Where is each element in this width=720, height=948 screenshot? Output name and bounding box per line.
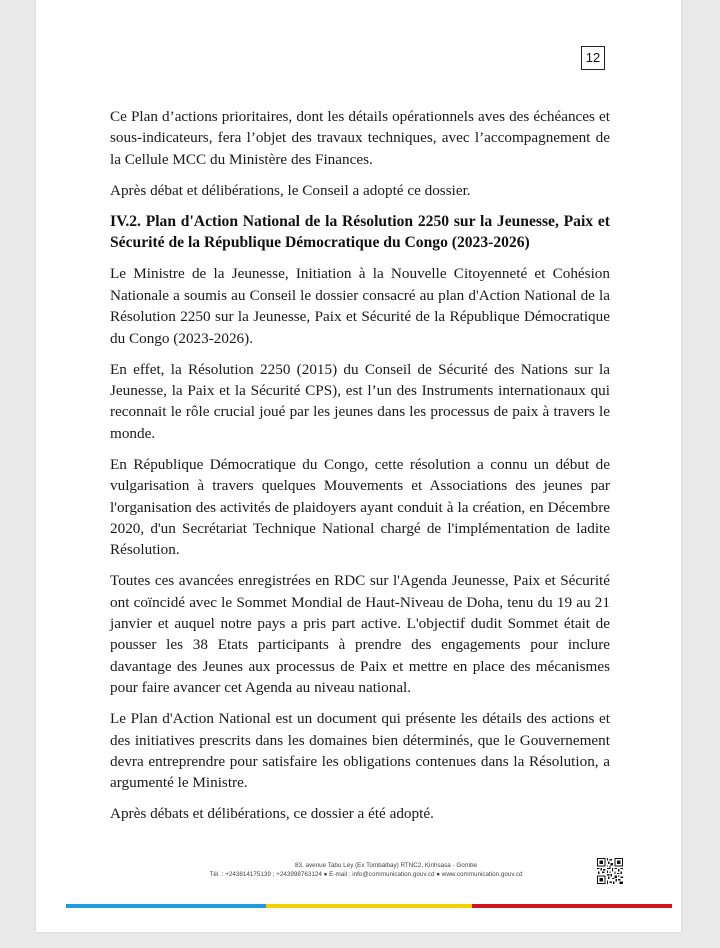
paragraph-plan-definition: Le Plan d'Action National est un document qui présente les détails des actions et des initiatives prescrits dans les domaines bien déterminés, que le Gouvernement devra entreprendre pour satisfaire les obligations contenues dans la Résolution, a argumenté le Ministre. bbox=[110, 710, 610, 792]
paragraph-adoption-1: Après débat et délibérations, le Conseil a adopté ce dossier. bbox=[110, 181, 471, 199]
page-number: 12 bbox=[581, 46, 605, 70]
paragraph-action-plan: Ce Plan d’actions prioritaires, dont les détails opérationnels aves des échéances et sous-indicateurs, fera l’objet des travaux techniques, avec l’accompagnement de la Cellule MCC du Ministère des Finances. bbox=[110, 108, 610, 168]
document-page bbox=[36, 0, 681, 932]
paragraph-minister-submission: Le Ministre de la Jeunesse, Initiation à la Nouvelle Citoyenneté et Cohésion Nationale a soumis au Conseil le dossier consacré au plan d'Action National de la Résolution 2250 sur la Jeunesse, Paix et Sécurité de la République Démocratique du Congo (2023-2026). bbox=[110, 265, 610, 347]
document-body bbox=[110, 106, 610, 834]
paragraph-rdc-vulgarisation: En République Démocratique du Congo, cette résolution a connu un début de vulgarisation à travers quelques Mouvements et Associations des jeunes par l'organisation des activités de plaidoyers ayant conduit à la création, en Décembre 2020, d'un Secrétariat Technique National chargé de l'implémentation de ladite Résolution. bbox=[110, 455, 610, 559]
footer-band-yellow bbox=[266, 904, 472, 908]
paragraph-resolution-2250: En effet, la Résolution 2250 (2015) du Conseil de Sécurité des Nations sur la Jeunesse, la Paix et la Sécurité CPS), est l’un des Instruments internationaux qui reconnait le rôle crucial joué par les jeunes dans les processus de paix à travers le monde. bbox=[110, 360, 610, 442]
paragraph-adoption-2: Après débats et délibérations, ce dossier a été adopté. bbox=[110, 805, 434, 823]
footer-band-red bbox=[472, 904, 672, 908]
section-heading: IV.2. Plan d'Action National de la Résolution 2250 sur la Jeunesse, Paix et Sécurité de la République Démocratique du Congo (2023-2026) bbox=[110, 212, 610, 252]
qr-code-icon bbox=[597, 858, 623, 884]
paragraph-doha-summit: Toutes ces avancées enregistrées en RDC sur l'Agenda Jeunesse, Paix et Sécurité ont coïncidé avec le Sommet Mondial de Haut-Niveau de Doha, tenu du 19 au 21 janvier et auquel notre pays a pris part active. L'objectif dudit Sommet était de pousser les 38 Etats participants à prendre des engagements pour inclure davantage des Jeunes aux processus de Paix et mettre en place des mécanismes pour faire avancer cet Agenda au niveau national. bbox=[110, 572, 610, 697]
footer-address: 83, avenue Tabu Ley (Ex Tombalbay) RTNC2, Kinhsasa - Gombe bbox=[294, 862, 477, 869]
footer-contact: Tél. : +243814175139 ; +243998763124 ● E-mail : info@communication.gouv.cd ● www.communication.gouv.cd bbox=[209, 871, 523, 878]
footer-band-blue bbox=[66, 904, 266, 908]
